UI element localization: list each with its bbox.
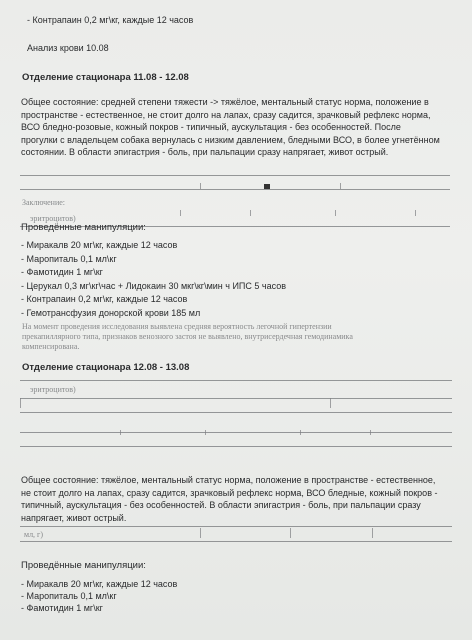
bleed-tick xyxy=(20,398,21,408)
previous-medication-line: - Контрапаин 0,2 мг\кг, каждые 12 часов xyxy=(27,15,194,25)
bleed-table-rule xyxy=(20,432,452,433)
status-line: ВСО бледно-розовые, кожный покров - типичный, аускультация - без особенностей. После xyxy=(21,122,401,132)
bleed-tick xyxy=(200,528,201,538)
bleed-tick xyxy=(120,430,121,435)
list-item: - Маропиталь 0,1 мл\кг xyxy=(21,591,117,601)
status-line: напрягает, живот острый. xyxy=(21,512,127,523)
bleed-table-rule xyxy=(20,380,452,381)
bleed-tick xyxy=(180,210,181,216)
bleed-table-rule xyxy=(20,412,452,413)
section-heading-12-13: Отделение стационара 12.08 - 13.08 xyxy=(22,362,190,373)
bleed-tick xyxy=(370,430,371,435)
general-status-paragraph-1 xyxy=(21,96,461,159)
bleed-tick xyxy=(205,430,206,435)
bleed-erythrocytes-label: эритроцитов) xyxy=(30,385,76,394)
general-status-paragraph-2 xyxy=(21,474,461,524)
bleed-table-rule xyxy=(20,526,452,527)
list-item: - Фамотидин 1 мг\кг xyxy=(21,267,103,277)
list-item: - Церукал 0,3 мг\кг\час + Лидокаин 30 мкг\кг\мин ч ИПС 5 часов xyxy=(21,280,286,291)
status-line: пространстве - естественное, не стоит долго на лапах, сразу садится, зрачковый рефлекс норма, xyxy=(21,109,431,120)
status-line: Общее состояние: средней степени тяжести -> тяжёлое, ментальный статус норма, положение в xyxy=(21,97,429,107)
list-item: - Маропиталь 0,1 мл\кг xyxy=(21,253,117,264)
bleed-mark xyxy=(264,184,270,189)
list-item: - Миракалв 20 мг\кг, каждые 12 часов xyxy=(21,240,178,250)
list-item: - Фамотидин 1 мг\кг xyxy=(21,603,103,613)
bleed-table-rule xyxy=(20,398,452,399)
bleed-tick xyxy=(330,398,331,408)
bleed-table-rule xyxy=(20,189,450,190)
section-heading-11-12: Отделение стационара 11.08 - 12.08 xyxy=(22,72,189,83)
bleed-tick xyxy=(300,430,301,435)
status-line: не стоит долго на лапах, сразу садится, зрачковый рефлекс норма, ВСО бледные, кожный покров - xyxy=(21,487,438,498)
bleed-line: компенсирована. xyxy=(22,342,80,351)
manipulations-title-1: Проведённые манипуляции: xyxy=(21,222,146,233)
bleed-conclusion-label: Заключение: xyxy=(22,198,66,207)
bleed-erythrocytes-label: эритроцитов) xyxy=(30,214,76,223)
status-line: типичный, аускультация - без особенностей. В области эпигастрия - боль, при пальпации сразу xyxy=(21,500,421,510)
status-line: Общее состояние: тяжёлое, ментальный статус норма, положение в пространстве - естественное, xyxy=(21,475,436,485)
status-line: состоянии. В области эпигастрия - боль, при пальпации сразу напрягает, живот острый. xyxy=(21,147,389,157)
bleed-tick xyxy=(290,528,291,538)
bleed-table-rule xyxy=(20,175,450,176)
bleed-line: На момент проведения исследования выявлена средняя вероятность легочной гипертензии xyxy=(22,322,332,331)
manipulations-title-2: Проведённые манипуляции: xyxy=(21,560,146,571)
bleed-tick xyxy=(372,528,373,538)
blood-test-line: Анализ крови 10.08 xyxy=(27,43,109,53)
bleed-tick xyxy=(415,210,416,216)
bleed-units-label: мл, г) xyxy=(24,530,43,539)
manipulations-list-2 xyxy=(21,578,461,614)
bleed-line: прекапиллярного типа, признаков венозного застоя не выявлено, внутрисердечная гемодинамика xyxy=(22,332,353,341)
manipulations-list-1 xyxy=(21,239,461,320)
list-item: - Миракалв 20 мг\кг, каждые 12 часов xyxy=(21,579,178,589)
bleed-table-rule xyxy=(20,446,452,447)
bleed-table-rule xyxy=(20,541,452,542)
bleed-tick xyxy=(335,210,336,216)
status-line: прогулки с владельцем собака вернулась с низким давлением, бледными ВСО, в более угнетённом xyxy=(21,134,440,145)
bleed-tick xyxy=(340,183,341,189)
bleed-tick xyxy=(200,183,201,189)
bleed-tick xyxy=(250,210,251,216)
list-item: - Контрапаин 0,2 мг\кг, каждые 12 часов xyxy=(21,294,188,304)
list-item: - Гемотрансфузия донорской крови 185 мл xyxy=(21,307,201,318)
bleed-echo-paragraph xyxy=(22,322,462,352)
